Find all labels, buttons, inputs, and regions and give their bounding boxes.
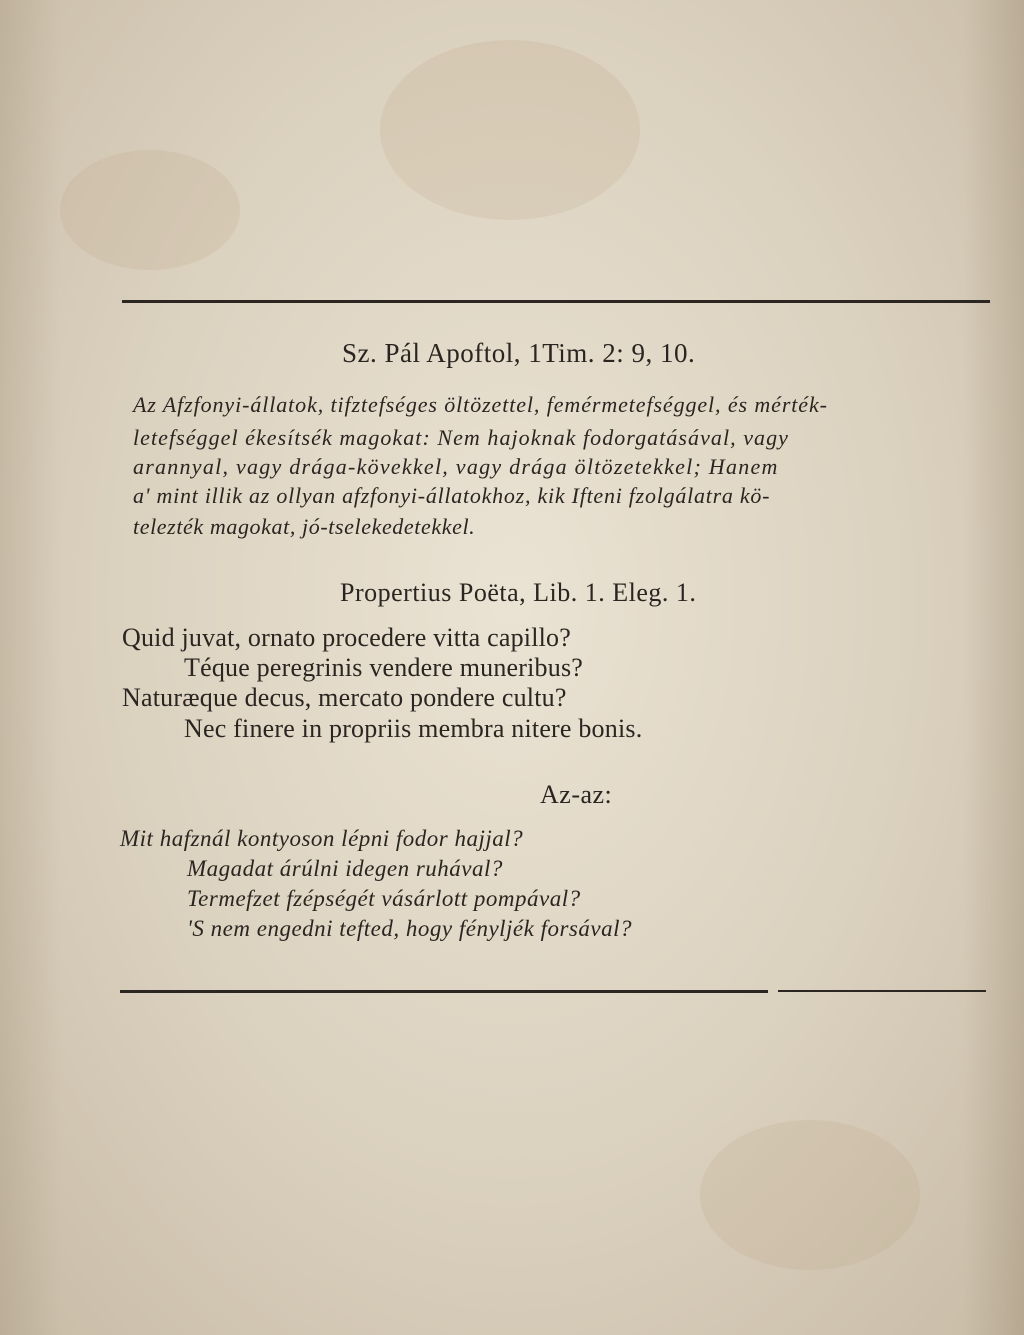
bottom-rule-segment — [778, 990, 986, 992]
verse-line: Nec finere in propriis membra nitere bonis. — [184, 714, 643, 743]
verse-line: Téque peregrinis vendere muneribus? — [184, 653, 584, 682]
scripture-line: letefséggel ékesítsék magokat: Nem hajoknak fodorgatásával, vagy — [133, 425, 789, 450]
verse-line: Naturæque decus, mercato pondere cultu? — [122, 683, 567, 712]
verse-line: Mit hafznál kontyoson lépni fodor hajjal? — [120, 826, 524, 851]
paper-stain — [60, 150, 240, 270]
poet-heading: Propertius Poëta, Lib. 1. Eleg. 1. — [340, 578, 697, 607]
verse-line: Quid juvat, ornato procedere vitta capillo? — [122, 623, 571, 652]
scripture-line: a' mint illik az ollyan afzfonyi-állatokhoz, kik Ifteni fzolgálatra kö- — [133, 483, 771, 508]
verse-line: Termefzet fzépségét vásárlott pompával? — [187, 886, 581, 911]
verse-line: Magadat árúlni idegen ruhával? — [187, 856, 503, 881]
translation-heading: Az-az: — [540, 780, 613, 809]
scripture-heading: Sz. Pál Apoftol, 1Tim. 2: 9, 10. — [342, 338, 696, 368]
top-rule — [122, 300, 990, 303]
bottom-rule — [120, 990, 768, 993]
paper-stain — [700, 1120, 920, 1270]
scripture-line: Az Afzfonyi-állatok, tifztefséges öltözettel, femérmetefséggel, és mérték- — [133, 392, 828, 417]
paper-stain — [380, 40, 640, 220]
verse-line: 'S nem engedni tefted, hogy fényljék forsával? — [187, 916, 632, 941]
scripture-line: telezték magokat, jó-tselekedetekkel. — [133, 514, 476, 539]
scripture-line: arannyal, vagy drága-kövekkel, vagy drága öltözetekkel; Hanem — [133, 454, 779, 479]
